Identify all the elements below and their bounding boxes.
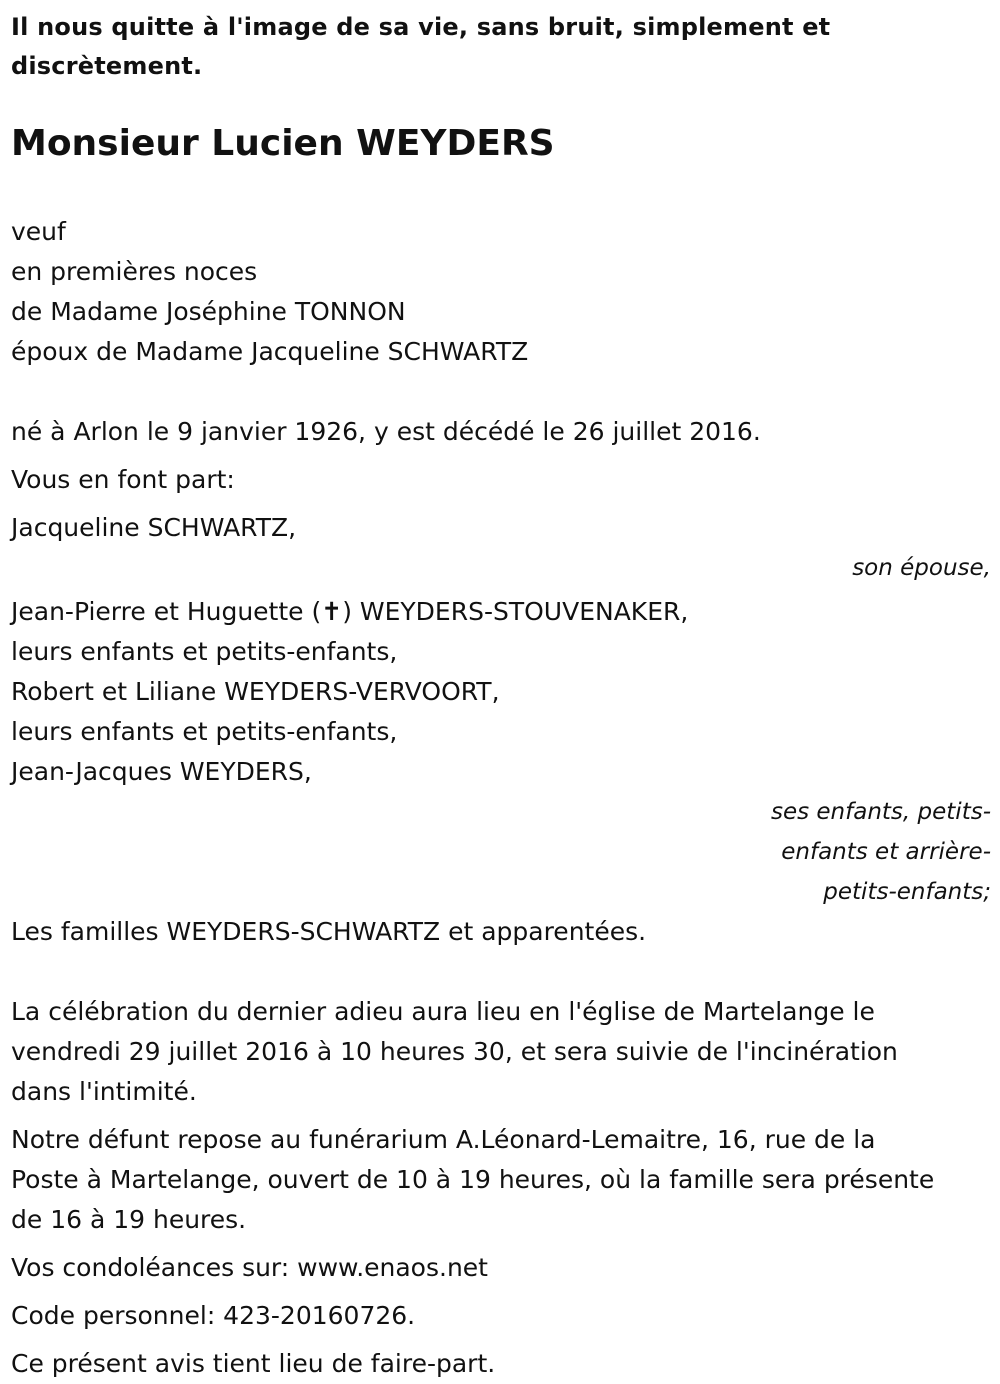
intro-text: [11, 8, 991, 86]
marital-line: époux de Madame Jacqueline SCHWARTZ: [11, 337, 529, 366]
ceremony-line: vendredi 29 juillet 2016 à 10 heures 30, et sera suivie de l'incinération: [11, 1037, 898, 1066]
intro-line-2: discrètement.: [11, 52, 203, 80]
marital-status: [11, 212, 991, 372]
children-role: [11, 792, 991, 912]
deceased-name: Monsieur Lucien WEYDERS: [11, 123, 555, 164]
marital-line: de Madame Joséphine TONNON: [11, 297, 406, 326]
spouse-role: son épouse,: [852, 555, 991, 581]
children-line: leurs enfants et petits-enfants,: [11, 717, 398, 746]
ceremony-paragraph: [11, 992, 991, 1112]
children-line: Jean-Pierre et Huguette (✝) WEYDERS-STOUVENAKER,: [11, 597, 689, 626]
ceremony-line: La célébration du dernier adieu aura lieu en l'église de Martelange le: [11, 997, 875, 1026]
children-line: Robert et Liliane WEYDERS-VERVOORT,: [11, 677, 500, 706]
families-line: Les familles WEYDERS-SCHWARTZ et apparentées.: [11, 917, 647, 946]
spouse-name: Jacqueline SCHWARTZ,: [11, 513, 297, 542]
notice-line: Ce présent avis tient lieu de faire-part.: [11, 1349, 496, 1378]
children-role-line: petits-enfants;: [823, 879, 991, 905]
children-line: Jean-Jacques WEYDERS,: [11, 757, 312, 786]
rest-line: de 16 à 19 heures.: [11, 1205, 247, 1234]
personal-code: Code personnel: 423-20160726.: [11, 1301, 416, 1330]
marital-line: veuf: [11, 217, 66, 246]
intro-line-1: Il nous quitte à l'image de sa vie, sans bruit, simplement et: [11, 13, 831, 41]
section-spacer: [11, 952, 991, 992]
rest-line: Notre défunt repose au funérarium A.Léonard-Lemaitre, 16, rue de la: [11, 1125, 876, 1154]
birth-death-line: né à Arlon le 9 janvier 1926, y est décédé le 26 juillet 2016.: [11, 417, 761, 446]
rest-line: Poste à Martelange, ouvert de 10 à 19 heures, où la famille sera présente: [11, 1165, 935, 1194]
obituary-notice: [11, 8, 991, 1384]
children-role-line: enfants et arrière-: [781, 839, 991, 865]
condolences-line: Vos condoléances sur: www.enaos.net: [11, 1253, 488, 1282]
children-role-line: ses enfants, petits-: [770, 799, 991, 825]
announce-label: Vous en font part:: [11, 465, 235, 494]
rest-paragraph: [11, 1120, 991, 1240]
children-line: leurs enfants et petits-enfants,: [11, 637, 398, 666]
ceremony-line: dans l'intimité.: [11, 1077, 197, 1106]
marital-line: en premières noces: [11, 257, 258, 286]
children-list: [11, 592, 991, 792]
